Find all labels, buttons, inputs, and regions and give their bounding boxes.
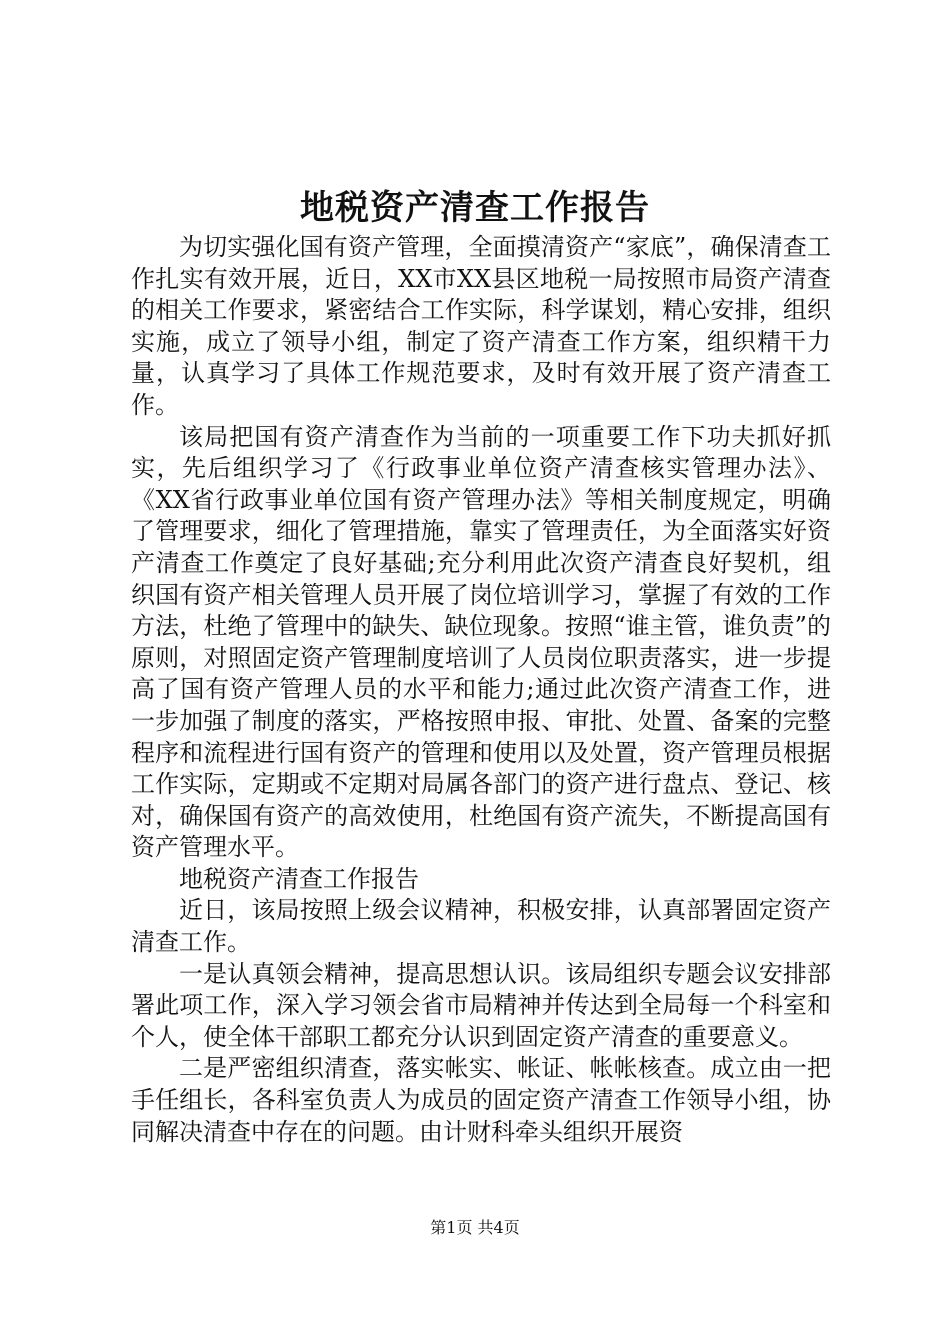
document-body	[131, 232, 831, 1148]
paragraph-deployment: 近日，该局按照上级会议精神，积极安排，认真部署固定资产清查工作。	[131, 896, 831, 957]
paragraph-measures: 该局把国有资产清查作为当前的一项重要工作下功夫抓好抓实，先后组织学习了《行政事业单位资产清查核实管理办法》、《XX省行政事业单位国有资产管理办法》等相关制度规定，明确了管理要求，细化了管理措施，靠实了管理责任，为全面落实好资产清查工作奠定了良好基础;充分利用此次资产清查良好契机，组织国有资产相关管理人员开展了岗位培训学习，掌握了有效的工作方法，杜绝了管理中的缺失、缺位现象。按照“谁主管，谁负责”的原则，对照固定资产管理制度培训了人员岗位职责落实，进一步提高了国有资产管理人员的水平和能力;通过此次资产清查工作，进一步加强了制度的落实，严格按照申报、审批、处置、备案的完整程序和流程进行国有资产的管理和使用以及处置，资产管理员根据工作实际，定期或不定期对局属各部门的资产进行盘点、登记、核对，确保国有资产的高效使用，杜绝国有资产流失，不断提高国有资产管理水平。	[131, 422, 831, 862]
paragraph-intro: 为切实强化国有资产管理，全面摸清资产“家底”，确保清查工作扎实有效开展，近日，XX市XX县区地税一局按照市局资产清查的相关工作要求，紧密结合工作实际，科学谋划，精心安排，组织实施，成立了领导小组，制定了资产清查工作方案，组织精干力量，认真学习了具体工作规范要求，及时有效开展了资产清查工作。	[131, 233, 831, 419]
paragraph-point-two: 二是严密组织清查，落实帐实、帐证、帐帐核查。成立由一把手任组长，各科室负责人为成员的固定资产清查工作领导小组，协同解决清查中存在的问题。由计财科牵头组织开展资	[131, 1054, 831, 1146]
paragraph-subtitle: 地税资产清查工作报告	[179, 864, 419, 893]
document-title: 地税资产清查工作报告	[300, 188, 650, 228]
page-number-footer: 第1页 共4页	[430, 1218, 520, 1237]
paragraph-point-one: 一是认真领会精神，提高思想认识。该局组织专题会议安排部署此项工作，深入学习领会省市局精神并传达到全局每一个科室和个人，使全体干部职工都充分认识到固定资产清查的重要意义。	[131, 959, 831, 1051]
